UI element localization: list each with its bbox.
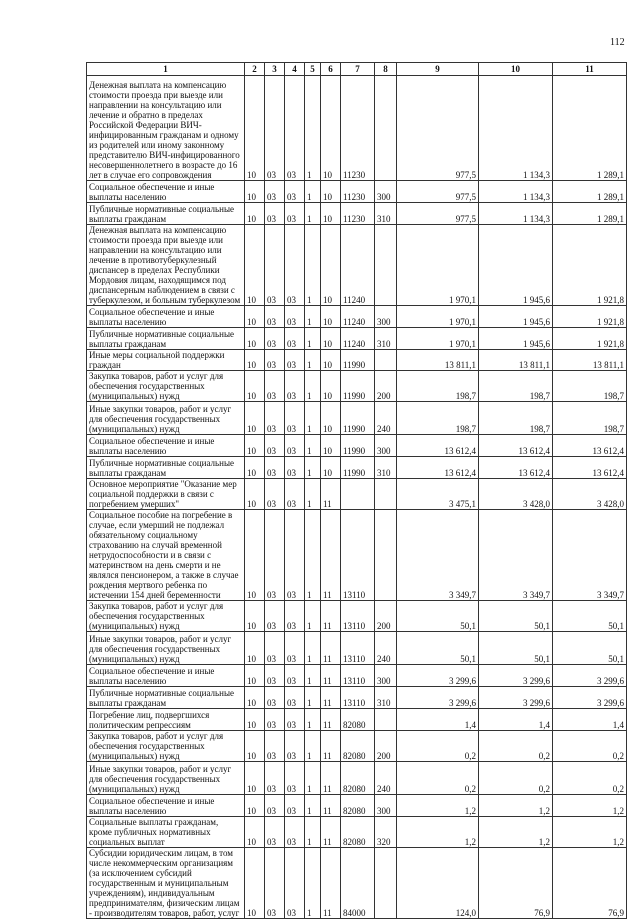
cell-col-5: 1	[305, 601, 321, 632]
cell-col-10: 1 945,6	[479, 225, 553, 306]
cell-col-5: 1	[305, 203, 321, 225]
row-description: Публичные нормативные социальные выплаты гражданам	[87, 328, 245, 350]
cell-col-5: 1	[305, 709, 321, 731]
table-row	[87, 795, 627, 817]
cell-col-5: 1	[305, 632, 321, 665]
cell-col-10: 0,2	[479, 762, 553, 795]
row-description: Социальное пособие на погребение в случае, если умерший не подлежал обязательному социальному страхованию на случай временной нетрудоспособности и в связи с материнством на день смерти и не являлся пенсионером, а также в случае рождения мертвого ребенка по истечении 154 дней беременности	[87, 510, 245, 601]
cell-col-2: 10	[245, 848, 265, 919]
cell-col-10: 1,2	[479, 795, 553, 817]
cell-col-7: 11990	[341, 402, 375, 435]
cell-col-6: 11	[321, 479, 341, 510]
cell-col-6: 10	[321, 76, 341, 181]
cell-col-5: 1	[305, 731, 321, 762]
cell-col-9: 3 349,7	[397, 510, 479, 601]
table-row	[87, 848, 627, 919]
cell-col-6: 11	[321, 665, 341, 687]
cell-col-4: 03	[285, 632, 305, 665]
cell-col-2: 10	[245, 762, 265, 795]
cell-col-5: 1	[305, 225, 321, 306]
cell-col-4: 03	[285, 328, 305, 350]
cell-col-4: 03	[285, 817, 305, 848]
table-row	[87, 350, 627, 371]
cell-col-6: 10	[321, 350, 341, 371]
cell-col-7: 13110	[341, 601, 375, 632]
table-row	[87, 371, 627, 402]
cell-col-8: 300	[375, 665, 397, 687]
cell-col-8: 240	[375, 402, 397, 435]
cell-col-9: 1,2	[397, 795, 479, 817]
column-header-8: 8	[375, 63, 397, 76]
cell-col-11: 50,1	[553, 601, 627, 632]
table-row	[87, 435, 627, 457]
cell-col-5: 1	[305, 435, 321, 457]
row-description: Социальное обеспечение и иные выплаты населению	[87, 795, 245, 817]
cell-col-5: 1	[305, 817, 321, 848]
row-description: Публичные нормативные социальные выплаты гражданам	[87, 687, 245, 709]
row-description: Закупка товаров, работ и услуг для обеспечения государственных (муниципальных) нужд	[87, 601, 245, 632]
cell-col-4: 03	[285, 457, 305, 479]
table-row	[87, 457, 627, 479]
cell-col-8: 240	[375, 762, 397, 795]
cell-col-11: 1 289,1	[553, 203, 627, 225]
row-description: Публичные нормативные социальные выплаты гражданам	[87, 457, 245, 479]
row-description: Социальное обеспечение и иные выплаты населению	[87, 306, 245, 328]
cell-col-7: 11230	[341, 181, 375, 203]
cell-col-2: 10	[245, 203, 265, 225]
table-row	[87, 76, 627, 181]
table-row	[87, 762, 627, 795]
cell-col-3: 03	[265, 371, 285, 402]
table-row	[87, 665, 627, 687]
cell-col-7: 11230	[341, 76, 375, 181]
cell-col-4: 03	[285, 848, 305, 919]
column-header-10: 10	[479, 63, 553, 76]
cell-col-2: 10	[245, 328, 265, 350]
cell-col-9: 13 811,1	[397, 350, 479, 371]
cell-col-9: 50,1	[397, 601, 479, 632]
cell-col-3: 03	[265, 601, 285, 632]
cell-col-10: 3 299,6	[479, 665, 553, 687]
cell-col-7: 11990	[341, 350, 375, 371]
cell-col-7: 11240	[341, 225, 375, 306]
cell-col-3: 03	[265, 402, 285, 435]
cell-col-6: 11	[321, 687, 341, 709]
cell-col-4: 03	[285, 687, 305, 709]
cell-col-7: 82080	[341, 762, 375, 795]
column-header-3: 3	[265, 63, 285, 76]
row-description: Погребение лиц, подвергшихся политическим репрессиям	[87, 709, 245, 731]
cell-col-6: 11	[321, 731, 341, 762]
cell-col-2: 10	[245, 76, 265, 181]
cell-col-3: 03	[265, 350, 285, 371]
cell-col-7: 82080	[341, 731, 375, 762]
cell-col-2: 10	[245, 350, 265, 371]
cell-col-3: 03	[265, 203, 285, 225]
cell-col-6: 10	[321, 225, 341, 306]
cell-col-3: 03	[265, 848, 285, 919]
cell-col-8: 240	[375, 632, 397, 665]
cell-col-3: 03	[265, 435, 285, 457]
cell-col-8: 310	[375, 457, 397, 479]
cell-col-11: 76,9	[553, 848, 627, 919]
cell-col-2: 10	[245, 795, 265, 817]
cell-col-8	[375, 225, 397, 306]
cell-col-5: 1	[305, 479, 321, 510]
cell-col-4: 03	[285, 665, 305, 687]
cell-col-7	[341, 479, 375, 510]
column-header-2: 2	[245, 63, 265, 76]
cell-col-7: 11230	[341, 203, 375, 225]
cell-col-8	[375, 76, 397, 181]
cell-col-4: 03	[285, 731, 305, 762]
cell-col-11: 13 612,4	[553, 435, 627, 457]
cell-col-8: 200	[375, 601, 397, 632]
cell-col-2: 10	[245, 687, 265, 709]
cell-col-11: 1,2	[553, 795, 627, 817]
cell-col-4: 03	[285, 76, 305, 181]
cell-col-11: 3 349,7	[553, 510, 627, 601]
cell-col-3: 03	[265, 181, 285, 203]
cell-col-3: 03	[265, 306, 285, 328]
cell-col-10: 13 811,1	[479, 350, 553, 371]
cell-col-2: 10	[245, 709, 265, 731]
cell-col-8: 300	[375, 181, 397, 203]
cell-col-2: 10	[245, 402, 265, 435]
cell-col-3: 03	[265, 225, 285, 306]
cell-col-7: 13110	[341, 687, 375, 709]
cell-col-2: 10	[245, 371, 265, 402]
cell-col-3: 03	[265, 479, 285, 510]
cell-col-8: 300	[375, 306, 397, 328]
cell-col-4: 03	[285, 795, 305, 817]
cell-col-11: 198,7	[553, 371, 627, 402]
cell-col-7: 82080	[341, 709, 375, 731]
row-description: Закупка товаров, работ и услуг для обеспечения государственных (муниципальных) нужд	[87, 731, 245, 762]
cell-col-5: 1	[305, 665, 321, 687]
cell-col-4: 03	[285, 709, 305, 731]
cell-col-9: 13 612,4	[397, 457, 479, 479]
cell-col-11: 13 612,4	[553, 457, 627, 479]
cell-col-9: 124,0	[397, 848, 479, 919]
cell-col-7: 11990	[341, 371, 375, 402]
cell-col-3: 03	[265, 76, 285, 181]
cell-col-2: 10	[245, 435, 265, 457]
cell-col-8	[375, 350, 397, 371]
cell-col-10: 50,1	[479, 632, 553, 665]
cell-col-2: 10	[245, 601, 265, 632]
cell-col-10: 1 134,3	[479, 76, 553, 181]
cell-col-3: 03	[265, 328, 285, 350]
cell-col-3: 03	[265, 762, 285, 795]
cell-col-7: 13110	[341, 510, 375, 601]
column-header-1: 1	[87, 63, 245, 76]
column-header-9: 9	[397, 63, 479, 76]
cell-col-9: 1 970,1	[397, 328, 479, 350]
cell-col-2: 10	[245, 181, 265, 203]
cell-col-4: 03	[285, 306, 305, 328]
cell-col-10: 1 134,3	[479, 203, 553, 225]
cell-col-9: 977,5	[397, 181, 479, 203]
cell-col-6: 10	[321, 457, 341, 479]
cell-col-8: 310	[375, 328, 397, 350]
cell-col-8	[375, 848, 397, 919]
cell-col-4: 03	[285, 371, 305, 402]
cell-col-5: 1	[305, 402, 321, 435]
cell-col-9: 0,2	[397, 731, 479, 762]
cell-col-6: 10	[321, 203, 341, 225]
cell-col-10: 1 134,3	[479, 181, 553, 203]
cell-col-6: 11	[321, 848, 341, 919]
cell-col-8	[375, 709, 397, 731]
cell-col-5: 1	[305, 795, 321, 817]
cell-col-9: 198,7	[397, 371, 479, 402]
cell-col-2: 10	[245, 225, 265, 306]
table-row	[87, 632, 627, 665]
cell-col-11: 1 289,1	[553, 181, 627, 203]
header-row	[87, 63, 627, 76]
cell-col-9: 3 475,1	[397, 479, 479, 510]
cell-col-2: 10	[245, 457, 265, 479]
column-header-7: 7	[341, 63, 375, 76]
column-header-11: 11	[553, 63, 627, 76]
cell-col-11: 13 811,1	[553, 350, 627, 371]
table-row	[87, 479, 627, 510]
cell-col-5: 1	[305, 457, 321, 479]
table-row	[87, 328, 627, 350]
cell-col-4: 03	[285, 402, 305, 435]
column-header-4: 4	[285, 63, 305, 76]
table-row	[87, 601, 627, 632]
cell-col-9: 50,1	[397, 632, 479, 665]
table-row	[87, 203, 627, 225]
cell-col-4: 03	[285, 435, 305, 457]
cell-col-9: 977,5	[397, 203, 479, 225]
cell-col-10: 0,2	[479, 731, 553, 762]
cell-col-5: 1	[305, 371, 321, 402]
cell-col-6: 11	[321, 817, 341, 848]
table-row	[87, 709, 627, 731]
cell-col-4: 03	[285, 350, 305, 371]
cell-col-8: 300	[375, 435, 397, 457]
row-description: Социальное обеспечение и иные выплаты населению	[87, 435, 245, 457]
cell-col-5: 1	[305, 510, 321, 601]
cell-col-11: 1,4	[553, 709, 627, 731]
cell-col-4: 03	[285, 181, 305, 203]
cell-col-8: 200	[375, 371, 397, 402]
cell-col-6: 11	[321, 709, 341, 731]
cell-col-2: 10	[245, 731, 265, 762]
cell-col-11: 3 299,6	[553, 687, 627, 709]
cell-col-8: 300	[375, 795, 397, 817]
cell-col-11: 3 299,6	[553, 665, 627, 687]
cell-col-9: 977,5	[397, 76, 479, 181]
column-header-6: 6	[321, 63, 341, 76]
cell-col-11: 1 289,1	[553, 76, 627, 181]
column-header-5: 5	[305, 63, 321, 76]
cell-col-9: 13 612,4	[397, 435, 479, 457]
cell-col-7: 82080	[341, 817, 375, 848]
cell-col-7: 11240	[341, 328, 375, 350]
cell-col-3: 03	[265, 709, 285, 731]
cell-col-5: 1	[305, 762, 321, 795]
cell-col-11: 1,2	[553, 817, 627, 848]
cell-col-6: 10	[321, 402, 341, 435]
cell-col-7: 11240	[341, 306, 375, 328]
cell-col-9: 198,7	[397, 402, 479, 435]
cell-col-10: 198,7	[479, 371, 553, 402]
cell-col-10: 3 428,0	[479, 479, 553, 510]
cell-col-8: 200	[375, 731, 397, 762]
table-row	[87, 181, 627, 203]
cell-col-8: 310	[375, 203, 397, 225]
cell-col-10: 1 945,6	[479, 306, 553, 328]
cell-col-11: 1 921,8	[553, 306, 627, 328]
cell-col-10: 13 612,4	[479, 457, 553, 479]
cell-col-9: 1 970,1	[397, 225, 479, 306]
cell-col-6: 11	[321, 795, 341, 817]
cell-col-7: 11990	[341, 457, 375, 479]
cell-col-8	[375, 510, 397, 601]
cell-col-11: 0,2	[553, 731, 627, 762]
cell-col-11: 0,2	[553, 762, 627, 795]
cell-col-2: 10	[245, 632, 265, 665]
cell-col-4: 03	[285, 601, 305, 632]
row-description: Иные закупки товаров, работ и услуг для обеспечения государственных (муниципальных) нужд	[87, 402, 245, 435]
cell-col-5: 1	[305, 848, 321, 919]
cell-col-3: 03	[265, 665, 285, 687]
cell-col-6: 10	[321, 306, 341, 328]
table-row	[87, 731, 627, 762]
table-row	[87, 306, 627, 328]
row-description: Закупка товаров, работ и услуг для обеспечения государственных (муниципальных) нужд	[87, 371, 245, 402]
cell-col-9: 3 299,6	[397, 687, 479, 709]
table-body	[87, 76, 627, 919]
cell-col-5: 1	[305, 306, 321, 328]
cell-col-2: 10	[245, 306, 265, 328]
cell-col-5: 1	[305, 76, 321, 181]
cell-col-6: 11	[321, 632, 341, 665]
cell-col-11: 1 921,8	[553, 328, 627, 350]
table-row	[87, 402, 627, 435]
cell-col-8: 310	[375, 687, 397, 709]
row-description: Денежная выплата на компенсацию стоимости проезда при выезде или направлении на консультацию или лечение и обратно в пределах Российской Федерации ВИЧ-инфицированным гражданам и одному из родителей или иному законному представителю ВИЧ-инфицированного несовершеннолетнего в возрасте до 16 лет в случае его сопровождения	[87, 76, 245, 181]
cell-col-9: 3 299,6	[397, 665, 479, 687]
cell-col-11: 3 428,0	[553, 479, 627, 510]
cell-col-8	[375, 479, 397, 510]
cell-col-6: 10	[321, 181, 341, 203]
cell-col-8: 320	[375, 817, 397, 848]
cell-col-5: 1	[305, 181, 321, 203]
cell-col-10: 1 945,6	[479, 328, 553, 350]
cell-col-4: 03	[285, 762, 305, 795]
cell-col-5: 1	[305, 350, 321, 371]
cell-col-10: 13 612,4	[479, 435, 553, 457]
cell-col-6: 11	[321, 762, 341, 795]
table-row	[87, 687, 627, 709]
cell-col-4: 03	[285, 510, 305, 601]
cell-col-3: 03	[265, 795, 285, 817]
cell-col-7: 11990	[341, 435, 375, 457]
cell-col-2: 10	[245, 665, 265, 687]
row-description: Публичные нормативные социальные выплаты гражданам	[87, 203, 245, 225]
row-description: Социальное обеспечение и иные выплаты населению	[87, 665, 245, 687]
cell-col-10: 3 349,7	[479, 510, 553, 601]
row-description: Денежная выплата на компенсацию стоимости проезда при выезде или направлении на консультацию или лечение в противотуберкулезный диспансер в пределах Республики Мордовия лицам, находящимся под диспансерным наблюдением в связи с туберкулезом, и больным туберкулезом	[87, 225, 245, 306]
cell-col-10: 1,2	[479, 817, 553, 848]
cell-col-3: 03	[265, 457, 285, 479]
cell-col-6: 11	[321, 510, 341, 601]
cell-col-10: 198,7	[479, 402, 553, 435]
page-number: 112	[610, 37, 625, 48]
cell-col-11: 50,1	[553, 632, 627, 665]
table-row	[87, 510, 627, 601]
cell-col-2: 10	[245, 510, 265, 601]
cell-col-3: 03	[265, 510, 285, 601]
cell-col-6: 10	[321, 328, 341, 350]
row-description: Основное мероприятие "Оказание мер социальной поддержки в связи с погребением умерших"	[87, 479, 245, 510]
cell-col-9: 1,4	[397, 709, 479, 731]
cell-col-11: 198,7	[553, 402, 627, 435]
cell-col-5: 1	[305, 328, 321, 350]
cell-col-5: 1	[305, 687, 321, 709]
cell-col-9: 0,2	[397, 762, 479, 795]
cell-col-10: 76,9	[479, 848, 553, 919]
cell-col-6: 11	[321, 601, 341, 632]
cell-col-10: 50,1	[479, 601, 553, 632]
cell-col-9: 1,2	[397, 817, 479, 848]
cell-col-10: 1,4	[479, 709, 553, 731]
cell-col-2: 10	[245, 817, 265, 848]
cell-col-7: 84000	[341, 848, 375, 919]
cell-col-7: 13110	[341, 632, 375, 665]
cell-col-7: 13110	[341, 665, 375, 687]
cell-col-11: 1 921,8	[553, 225, 627, 306]
row-description: Иные меры социальной поддержки граждан	[87, 350, 245, 371]
cell-col-4: 03	[285, 203, 305, 225]
row-description: Социальное обеспечение и иные выплаты населению	[87, 181, 245, 203]
row-description: Субсидии юридическим лицам, в том числе некоммерческим организациям (за исключением субсидий государственным и муниципальным учреждениям), индивидуальным предпринимателям, физическим лицам - производителям товаров, работ, услуг	[87, 848, 245, 919]
cell-col-6: 10	[321, 435, 341, 457]
cell-col-4: 03	[285, 479, 305, 510]
cell-col-7: 82080	[341, 795, 375, 817]
row-description: Иные закупки товаров, работ и услуг для обеспечения государственных (муниципальных) нужд	[87, 632, 245, 665]
budget-table	[86, 62, 627, 919]
row-description: Социальные выплаты гражданам, кроме публичных нормативных социальных выплат	[87, 817, 245, 848]
row-description: Иные закупки товаров, работ и услуг для обеспечения государственных (муниципальных) нужд	[87, 762, 245, 795]
cell-col-3: 03	[265, 687, 285, 709]
cell-col-3: 03	[265, 817, 285, 848]
cell-col-6: 10	[321, 371, 341, 402]
cell-col-9: 1 970,1	[397, 306, 479, 328]
table-row	[87, 225, 627, 306]
table-row	[87, 817, 627, 848]
cell-col-10: 3 299,6	[479, 687, 553, 709]
cell-col-2: 10	[245, 479, 265, 510]
cell-col-3: 03	[265, 731, 285, 762]
cell-col-4: 03	[285, 225, 305, 306]
cell-col-3: 03	[265, 632, 285, 665]
